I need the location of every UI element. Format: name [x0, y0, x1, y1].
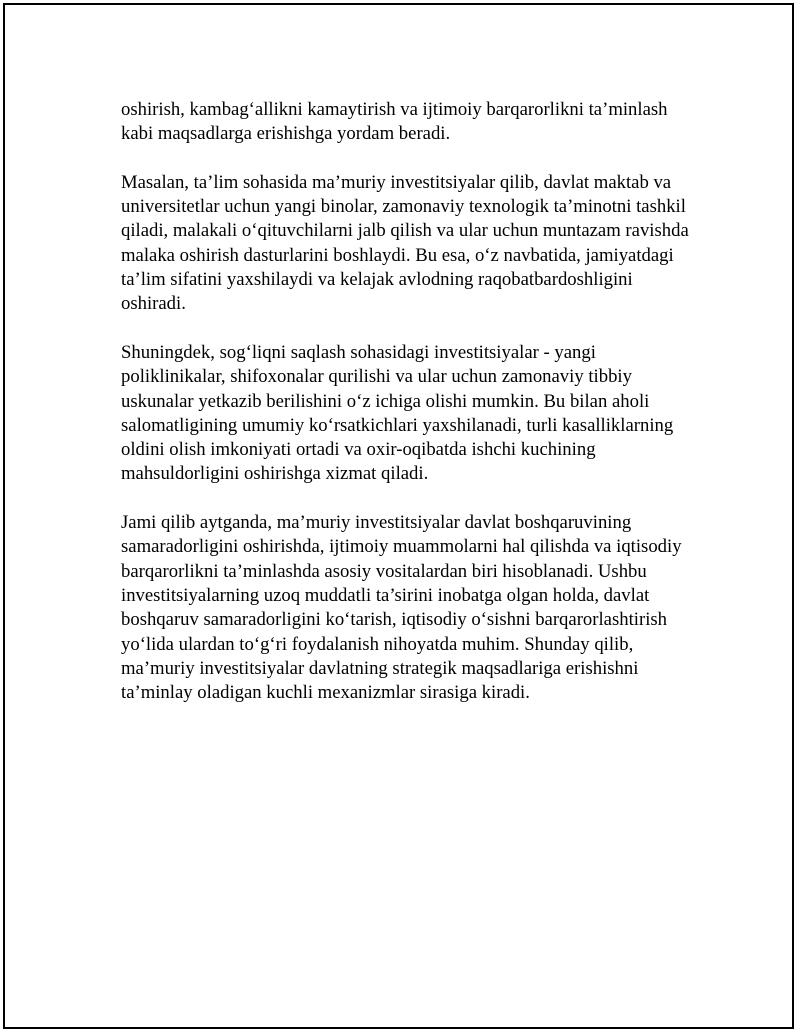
- text-line: boshqaruv samaradorligini ko‘tarish, iqtisodiy o‘sishni barqarorlashtirish: [121, 609, 667, 631]
- text-line: uskunalar yetkazib berilishini o‘z ichiga olishi mumkin. Bu bilan aholi: [121, 390, 650, 412]
- text-line: oshirish, kambag‘allikni kamaytirish va ijtimoiy barqarorlikni ta’minlash: [121, 99, 668, 120]
- text-line: barqarorlikni ta’minlashda asosiy vositalardan biri hisoblanadi. Ushbu: [121, 560, 647, 582]
- text-line: Masalan, ta’lim sohasida ma’muriy investitsiyalar qilib, davlat maktab va: [121, 171, 672, 193]
- text-line: Shuningdek, sog‘liqni saqlash sohasidagi investitsiyalar - yangi: [121, 341, 596, 363]
- text-line: kabi maqsadlarga erishishga yordam beradi.: [121, 123, 451, 145]
- text-line: mahsuldorligini oshirishga xizmat qiladi.: [121, 463, 429, 485]
- text-line: ma’muriy investitsiyalar davlatning strategik maqsadlariga erishishni: [121, 657, 639, 679]
- text-line: yo‘lida ulardan to‘g‘ri foydalanish nihoyatda muhim. Shunday qilib,: [121, 633, 634, 655]
- paragraph: [121, 171, 701, 317]
- text-line: qiladi, malakali o‘qituvchilarni jalb qilish va ular uchun muntazam ravishda: [121, 220, 689, 242]
- page-frame: [3, 3, 794, 1029]
- paragraph: [121, 98, 701, 147]
- text-line: samaradorligini oshirishda, ijtimoiy muammolarni hal qilishda va iqtisodiy: [121, 536, 682, 558]
- text-line: investitsiyalarning uzoq muddatli ta’sirini inobatga olgan holda, davlat: [121, 584, 650, 606]
- text-line: ta’minlay oladigan kuchli mexanizmlar sirasiga kiradi.: [121, 682, 530, 704]
- text-line: salomatligining umumiy ko‘rsatkichlari yaxshilanadi, turli kasalliklarning: [121, 414, 674, 436]
- paragraph: [121, 511, 701, 705]
- document-body: [121, 98, 701, 730]
- text-line: poliklinikalar, shifoxonalar qurilishi va ular uchun zamonaviy tibbiy: [121, 366, 632, 388]
- text-line: universitetlar uchun yangi binolar, zamonaviy texnologik ta’minotni tashkil: [121, 196, 686, 218]
- text-line: malaka oshirish dasturlarini boshlaydi. Bu esa, o‘z navbatida, jamiyatdagi: [121, 244, 674, 266]
- paragraph: [121, 341, 701, 487]
- text-line: Jami qilib aytganda, ma’muriy investitsiyalar davlat boshqaruvining: [121, 512, 632, 534]
- text-line: ta’lim sifatini yaxshilaydi va kelajak avlodning raqobatbardoshligini: [121, 269, 633, 291]
- text-line: oldini olish imkoniyati ortadi va oxir-oqibatda ishchi kuchining: [121, 439, 596, 461]
- text-line: oshiradi.: [121, 293, 186, 315]
